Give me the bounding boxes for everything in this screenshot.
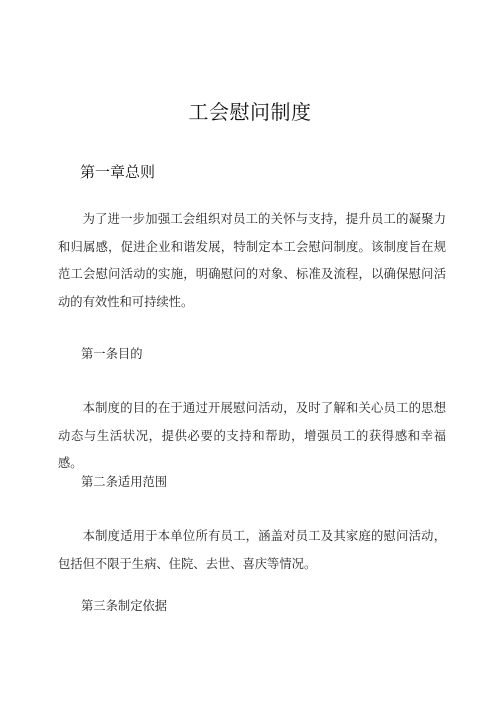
document-title: 工会慰问制度 [188, 100, 312, 124]
intro-paragraph: 为了进一步加强工会组织对员工的关怀与支持，提升员工的凝聚力和归属感，促进企业和谐发展，特制定本工会慰问制度。该制度旨在规范工会慰问活动的实施，明确慰问的对象、标准及流程，以确保慰问活动的有效性和可持续性。 [58, 212, 446, 309]
chapter-heading: 第一章总则 [80, 163, 156, 181]
article-1-body: 本制度的目的在于通过开展慰问活动，及时了解和关心员工的思想动态与生活状况，提供必要的支持和帮助，增强员工的获得感和幸福感。 [58, 401, 446, 470]
article-2-heading: 第二条适用范围 [81, 475, 168, 489]
article-2-body: 本制度适用于本单位所有员工，涵盖对员工及其家庭的慰问活动，包括但不限于生病、住院、去世、喜庆等情况。 [58, 529, 446, 571]
article-3-heading: 第三条制定依据 [81, 599, 168, 613]
article-1-heading: 第一条目的 [81, 347, 143, 361]
